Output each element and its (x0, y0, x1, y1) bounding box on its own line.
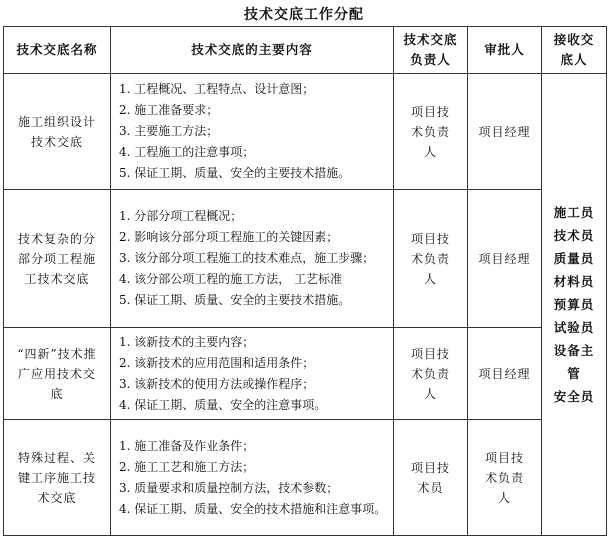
row-name: 技术复杂的分部分项工程施工技术交底 (4, 190, 111, 328)
content-item: 3. 主要施工方法； (119, 124, 219, 138)
table-header-row (4, 27, 607, 74)
header-approver: 审批人 (468, 27, 542, 74)
header-content: 技术交底的主要内容 (111, 27, 394, 74)
table-row (4, 190, 607, 328)
content-item: 2. 影响该分部分项工程施工的关键因素； (119, 230, 339, 244)
row-responsible: 项目技术员 (394, 420, 468, 536)
table-row (4, 420, 607, 536)
content-item: 2. 施工准备要求； (119, 103, 219, 117)
row-content (111, 74, 394, 190)
header-name: 技术交底名称 (4, 27, 111, 74)
content-item: 2. 该新技术的应用范围和适用条件； (119, 355, 315, 370)
content-item: 5. 保证工期、质量、安全的主要技术措施。 (119, 166, 351, 180)
content-item: 1. 工程概况、工程特点、设计意图； (119, 82, 315, 96)
row-name: 特殊过程、关键工序施工技术交底 (4, 420, 111, 536)
receiver-item: 试验员 (553, 320, 595, 335)
receiver-item: 材料员 (553, 274, 595, 289)
row-name: 施工组织设计技术交底 (4, 74, 111, 190)
receiver-item: 施工员 (553, 205, 595, 220)
document-title: 技术交底工作分配 (244, 7, 364, 23)
table-row (4, 328, 607, 420)
assignment-table (3, 26, 607, 536)
row-approver: 项目技术负责人 (468, 420, 542, 536)
content-item: 3. 该分部分项工程施工的技术难点，施工步骤； (119, 251, 375, 265)
content-item: 1. 施工准备及作业条件； (119, 438, 255, 453)
content-item: 2. 施工工艺和施工方法； (119, 459, 255, 474)
content-item: 4. 保证工期、质量、安全的注意事项。 (119, 397, 327, 412)
row-name: “四新”技术推广应用技术交底 (4, 328, 111, 420)
receiver-item: 设备主管 (553, 343, 595, 381)
row-responsible: 项目技术负责人 (394, 328, 468, 420)
row-approver: 项目经理 (468, 74, 542, 190)
row-approver: 项目经理 (468, 190, 542, 328)
header-responsible: 技术交底负责人 (394, 27, 468, 74)
row-responsible: 项目技术负责人 (394, 190, 468, 328)
receiver-item: 技术员 (553, 228, 595, 243)
content-item: 5. 保证工期、质量、安全的主要技术措施。 (119, 293, 351, 307)
table-row (4, 74, 607, 190)
receiver-cell (542, 74, 607, 536)
receiver-item: 质量员 (553, 251, 595, 266)
header-receiver: 接收交底人 (542, 27, 607, 74)
content-item: 3. 该新技术的使用方法或操作程序； (119, 376, 315, 391)
row-approver: 项目经理 (468, 328, 542, 420)
content-item: 4. 保证工期、质量、安全的技术措施和注意事项。 (119, 501, 387, 516)
content-item: 1. 该新技术的主要内容； (119, 334, 255, 349)
receiver-item: 预算员 (553, 297, 595, 312)
row-responsible: 项目技术负责人 (394, 74, 468, 190)
receiver-item: 安全员 (553, 389, 595, 404)
row-content (111, 328, 394, 420)
content-item: 4. 工程施工的注意事项； (119, 145, 255, 159)
content-item: 4. 该分部公项工程的施工方法， 工艺标准 (119, 272, 343, 286)
row-content (111, 190, 394, 328)
content-item: 3. 质量要求和质量控制方法，技术参数； (119, 480, 339, 495)
content-item: 1. 分部分项工程概况； (119, 209, 243, 223)
row-content (111, 420, 394, 536)
